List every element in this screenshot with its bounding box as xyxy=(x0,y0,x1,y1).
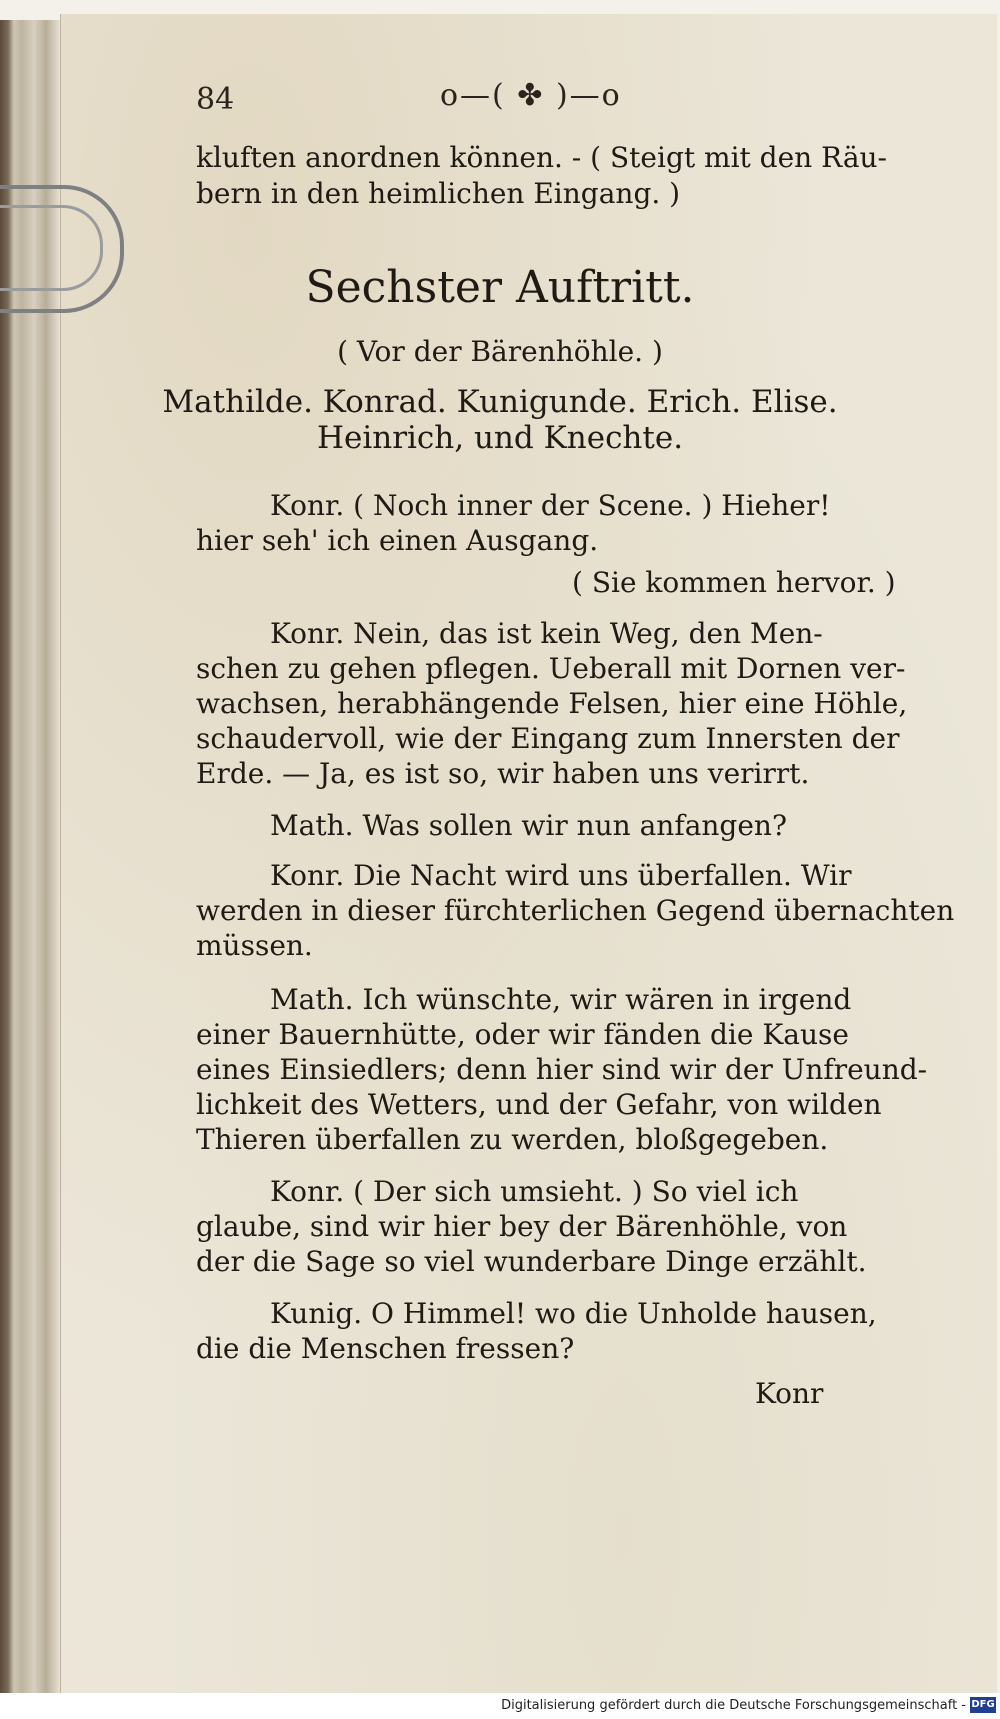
text-line: Math. Ich wünschte, wir wären in irgend xyxy=(270,983,852,1016)
cast-list-line: Heinrich, und Knechte. xyxy=(316,420,684,456)
text-line: kluften anordnen können. - ( Steigt mit den Räu- xyxy=(196,141,888,174)
text-line: einer Bauernhütte, oder wir fänden die Kause xyxy=(196,1018,849,1051)
dfg-logo-icon: DFG xyxy=(970,1697,996,1713)
text-line: eines Einsiedlers; denn hier sind wir der Unfreund- xyxy=(196,1053,928,1086)
scene-location: ( Vor der Bärenhöhle. ) xyxy=(337,335,663,368)
text-line: müssen. xyxy=(196,929,313,962)
scene-title: Sechster Auftritt. xyxy=(305,262,695,313)
text-line: Konr. ( Noch inner der Scene. ) Hieher! xyxy=(270,489,831,522)
text-line: der die Sage so viel wunderbare Dinge erzählt. xyxy=(196,1245,867,1278)
text-line: Konr. Nein, das ist kein Weg, den Men- xyxy=(270,617,823,650)
cast-list-line: Mathilde. Konrad. Kunigunde. Erich. Elise. xyxy=(162,384,838,420)
catchword: Konr xyxy=(755,1377,824,1410)
text-line: Konr. Die Nacht wird uns überfallen. Wir xyxy=(270,859,852,892)
footer-credit: Digitalisierung gefördert durch die Deutsche Forschungsgemeinschaft - xyxy=(501,1698,966,1713)
text-line: schen zu gehen pflegen. Ueberall mit Dornen ver- xyxy=(196,652,906,685)
text-line: hier seh' ich einen Ausgang. xyxy=(196,524,599,557)
text-line: Kunig. O Himmel! wo die Unholde hausen, xyxy=(270,1297,877,1330)
stage-direction: ( Sie kommen hervor. ) xyxy=(572,566,896,599)
text-line: wachsen, herabhängende Felsen, hier eine Höhle, xyxy=(196,687,908,720)
text-line: bern in den heimlichen Eingang. ) xyxy=(196,177,681,210)
text-line: Thieren überfallen zu werden, bloßgegeben. xyxy=(196,1123,829,1156)
digitization-footer xyxy=(0,1693,1000,1719)
header-ornament: o—( ✤ )—o xyxy=(440,78,622,113)
text-line: Math. Was sollen wir nun anfangen? xyxy=(270,809,787,842)
text-line: Erde. — Ja, es ist so, wir haben uns verirrt. xyxy=(196,757,810,790)
text-line: lichkeit des Wetters, und der Gefahr, von wilden xyxy=(196,1088,882,1121)
text-line: Konr. ( Der sich umsieht. ) So viel ich xyxy=(270,1175,799,1208)
text-line: glaube, sind wir hier bey der Bärenhöhle, von xyxy=(196,1210,848,1243)
text-line: die die Menschen fressen? xyxy=(196,1332,575,1365)
text-line: schaudervoll, wie der Eingang zum Innersten der xyxy=(196,722,900,755)
text-line: werden in dieser fürchterlichen Gegend übernachten xyxy=(196,894,955,927)
page-number: 84 xyxy=(196,82,235,117)
